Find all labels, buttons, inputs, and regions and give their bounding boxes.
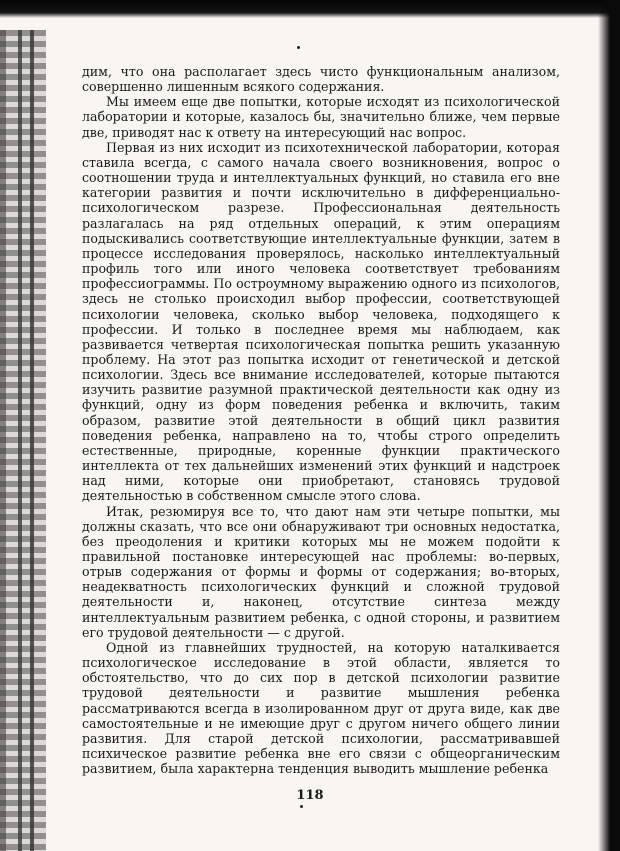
scan-speck	[297, 46, 300, 49]
scan-top-edge	[0, 0, 620, 18]
paragraph: Одной из главнейших трудностей, на которую наталкивается психологическое исследование в этой области, является то обстоятельство, что до сих пор в детской психологии развитие трудовой деятельности и развитие мышления ребенка рассматриваются всегда в изолированном друг от друга виде, как две самостоятельные и не имеющие друг с другом ничего общего линии развития. Для старой детской психологии, рассматривавшей психическое развитие ребенка вне его связи с общеорганическим развитием, была характерна тенденция выводить мышление ребенка	[82, 639, 560, 777]
paragraph: Итак, резюмируя все то, что дают нам эти четыре попытки, мы должны сказать, что все они обнаруживают три основных недостатка, без преодоления и критики которых мы не можем подойти к правильной постановке интересующей нас проблемы: во-первых, отрыв содержания от формы и формы от содержания; во-вторых, неадекватность психологических функций и сложной трудовой деятельности и, наконец, отсутствие синтеза между интеллектуальным развитием ребенка, с одной стороны, и развитием его трудовой деятельности — с другой.	[82, 503, 560, 640]
paragraph: Мы имеем еще две попытки, которые исходят из психологической лаборатории и которые, казалось бы, значительно ближе, чем первые две, приводят нас к ответу на интересующий нас вопрос.	[82, 94, 560, 140]
page-number: 118	[296, 788, 324, 803]
paragraph: Первая из них исходит из психотехнической лаборатории, которая ставила всегда, с самого начала своего возникновения, вопрос о соотношении труда и интеллектуальных функций, но ставила его вне категории развития и почти исключительно в дифференциально-психологическом разрезе. Профессиональная деятельность разлагалась на ряд отдельных операций, к этим операциям подыскивались соответствующие интеллектуальные функции, затем в процессе исследования проверялось, насколько интеллектуальный профиль того или иного человека соответствует требованиям профессиограммы. По остроумному выражению одного из психологов, здесь не столько происходил выбор профессии, соответствующей психологии человека, сколько выбор человека, подходящего к профессии. И только в последнее время мы наблюдаем, как развивается четвертая психологическая попытка решить указанную проблему. На этот раз попытка исходит от генетической и детской психологии. Здесь все внимание исследователей, которые пытаются изучить развитие разумной практической деятельности как одну из функций, одну из форм поведения ребенка и включить, таким образом, развитие этой деятельности в общий цикл развития поведения ребенка, направлено на то, чтобы строго определить естественные, природные, коренные функции практического интеллекта от тех дальнейших изменений этих функций и надстроек над ними, которые они приобретают, становясь трудовой деятельностью в собственном смысле этого слова.	[82, 139, 560, 504]
book-page-text	[82, 64, 560, 776]
scan-right-edge	[598, 0, 620, 851]
scan-binding-shadow	[0, 30, 46, 851]
paragraph: дим, что она располагает здесь чисто функциональным анализом, совершенно лишенным всякого содержания.	[82, 64, 560, 95]
scan-speck	[300, 805, 303, 808]
